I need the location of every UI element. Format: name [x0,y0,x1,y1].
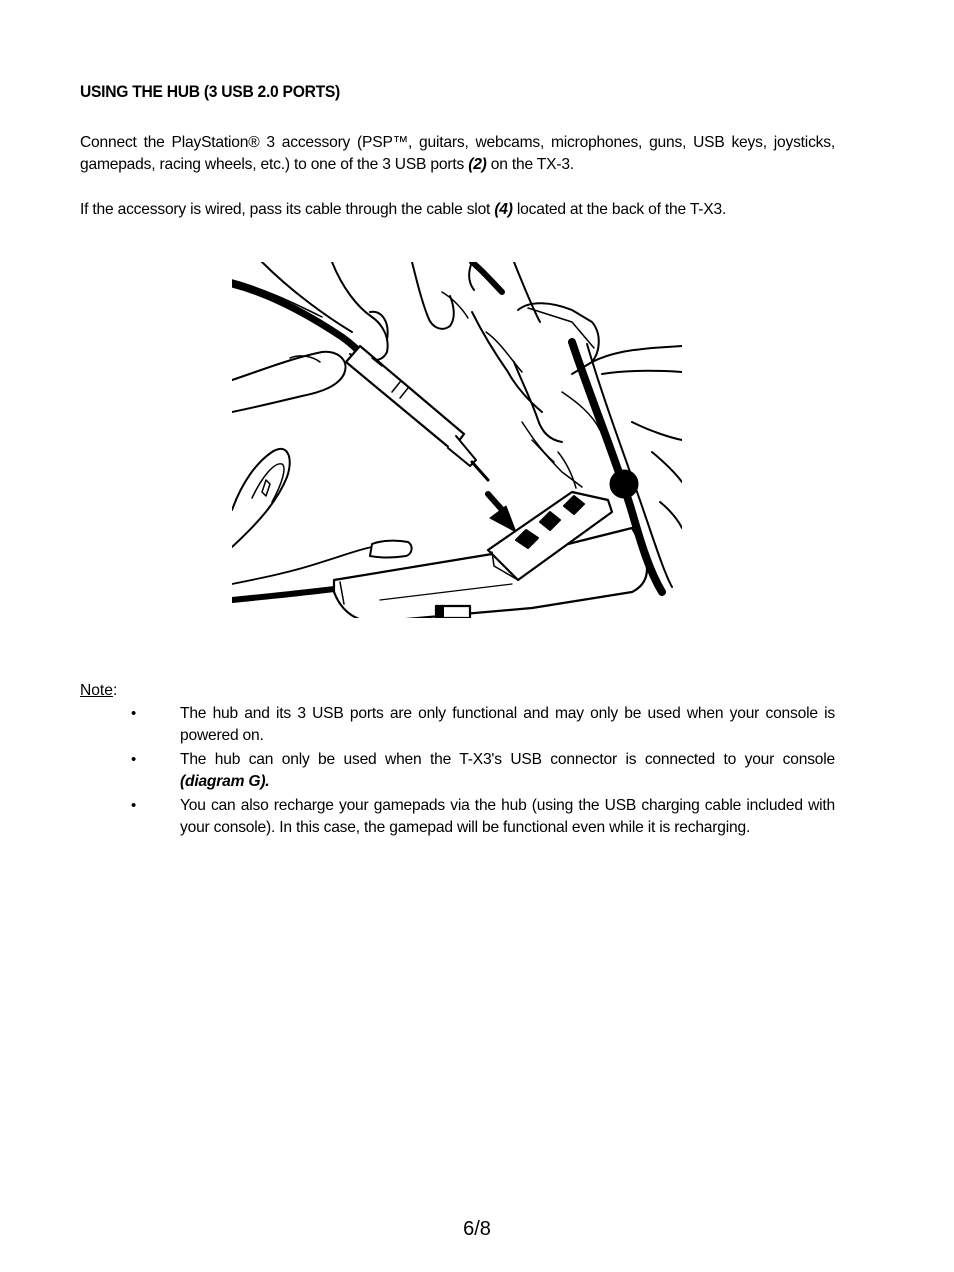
usb-ports-ref: (2) [468,156,487,173]
note-list [0,703,954,841]
usb-hub-illustration [232,262,682,618]
note-item-text: You can also recharge your gamepads via the hub (using the USB charging cable included with your console). In this case, the gamepad will be functional even while it is recharging. [180,797,835,836]
note-item-text: The hub and its 3 USB ports are only functional and may only be used when your console is powered on. [180,705,835,744]
page-number: 6/8 [463,1218,491,1240]
bullet-icon: • [131,705,137,722]
connect-paragraph [80,132,835,176]
connect-text-end: on the TX-3. [486,156,574,173]
cable-text-end: located at the back of the T-X3. [512,201,727,218]
list-item [0,703,835,747]
bullet-icon: • [131,751,137,768]
note-item-text: The hub can only be used when the T-X3's USB connector is connected to your console [180,751,835,768]
cable-text: If the accessory is wired, pass its cable through the cable slot [80,201,495,218]
cable-slot-ref: (4) [494,201,513,218]
bullet-icon: • [131,797,137,814]
cable-paragraph [80,199,835,221]
note-label-text: Note [80,682,113,699]
list-item [0,795,835,839]
note-label [80,680,117,702]
diagram-g-ref: (diagram G). [180,773,270,790]
connect-text: Connect the PlayStation® 3 accessory (PSP™, guitars, webcams, microphones, guns, USB keys, joysticks, gamepads, racing wheels, etc.) to one of the 3 USB ports [80,134,835,173]
note-colon: : [112,682,118,699]
section-heading: USING THE HUB (3 USB 2.0 PORTS) [80,82,340,101]
list-item [0,749,835,793]
